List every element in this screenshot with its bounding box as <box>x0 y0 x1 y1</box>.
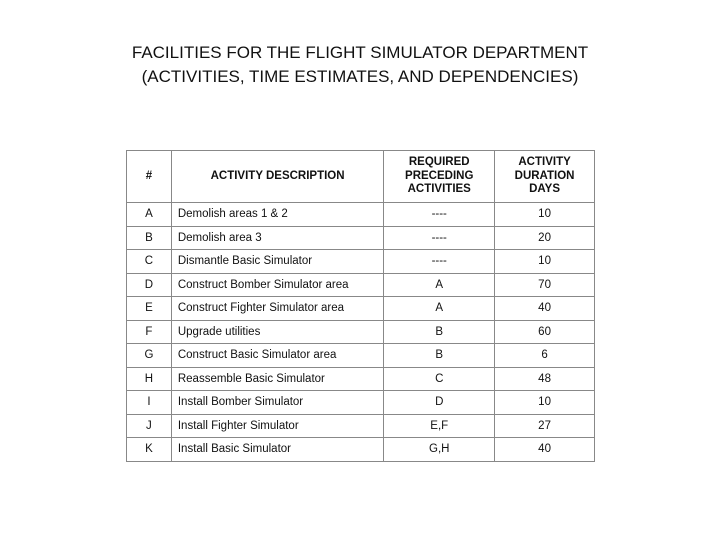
table-row <box>127 320 595 344</box>
preceding-activities: ---- <box>384 250 495 274</box>
preceding-activities: ---- <box>384 226 495 250</box>
preceding-activities: B <box>384 320 495 344</box>
preceding-activities: ---- <box>384 203 495 227</box>
table-row <box>127 273 595 297</box>
preceding-activities: E,F <box>384 414 495 438</box>
duration-days: 6 <box>495 344 595 368</box>
table-row <box>127 297 595 321</box>
table-row <box>127 250 595 274</box>
activity-description: Construct Bomber Simulator area <box>171 273 383 297</box>
activity-description: Construct Fighter Simulator area <box>171 297 383 321</box>
preceding-activities: A <box>384 297 495 321</box>
table-row <box>127 367 595 391</box>
activity-description: Dismantle Basic Simulator <box>171 250 383 274</box>
duration-days: 27 <box>495 414 595 438</box>
activity-id: D <box>127 273 172 297</box>
activity-id: E <box>127 297 172 321</box>
header-description: ACTIVITY DESCRIPTION <box>171 151 383 203</box>
activity-description: Install Basic Simulator <box>171 438 383 462</box>
activity-id: H <box>127 367 172 391</box>
preceding-activities: B <box>384 344 495 368</box>
duration-days: 10 <box>495 391 595 415</box>
duration-days: 70 <box>495 273 595 297</box>
table-row <box>127 391 595 415</box>
preceding-activities: G,H <box>384 438 495 462</box>
table-row <box>127 414 595 438</box>
header-duration: ACTIVITY DURATION DAYS <box>495 151 595 203</box>
preceding-activities: D <box>384 391 495 415</box>
activity-id: I <box>127 391 172 415</box>
table-row <box>127 203 595 227</box>
activity-id: C <box>127 250 172 274</box>
table-header-row <box>127 151 595 203</box>
table-row <box>127 344 595 368</box>
duration-days: 40 <box>495 438 595 462</box>
duration-days: 60 <box>495 320 595 344</box>
activity-description: Construct Basic Simulator area <box>171 344 383 368</box>
activity-id: A <box>127 203 172 227</box>
duration-days: 20 <box>495 226 595 250</box>
title-line-1: FACILITIES FOR THE FLIGHT SIMULATOR DEPARTMENT <box>131 43 589 62</box>
activities-table <box>126 150 595 462</box>
activity-description: Reassemble Basic Simulator <box>171 367 383 391</box>
table-row <box>127 438 595 462</box>
preceding-activities: A <box>384 273 495 297</box>
activity-description: Install Bomber Simulator <box>171 391 383 415</box>
activity-description: Demolish areas 1 & 2 <box>171 203 383 227</box>
duration-days: 48 <box>495 367 595 391</box>
duration-days: 10 <box>495 203 595 227</box>
activity-description: Install Fighter Simulator <box>171 414 383 438</box>
activity-id: F <box>127 320 172 344</box>
header-number: # <box>127 151 172 203</box>
activity-id: J <box>127 414 172 438</box>
activity-id: K <box>127 438 172 462</box>
title-line-2: (ACTIVITIES, TIME ESTIMATES, AND DEPENDENCIES) <box>141 67 579 86</box>
activity-description: Upgrade utilities <box>171 320 383 344</box>
preceding-activities: C <box>384 367 495 391</box>
table-row <box>127 226 595 250</box>
header-preceding: REQUIRED PRECEDING ACTIVITIES <box>384 151 495 203</box>
duration-days: 40 <box>495 297 595 321</box>
activity-id: G <box>127 344 172 368</box>
activity-description: Demolish area 3 <box>171 226 383 250</box>
duration-days: 10 <box>495 250 595 274</box>
activity-id: B <box>127 226 172 250</box>
